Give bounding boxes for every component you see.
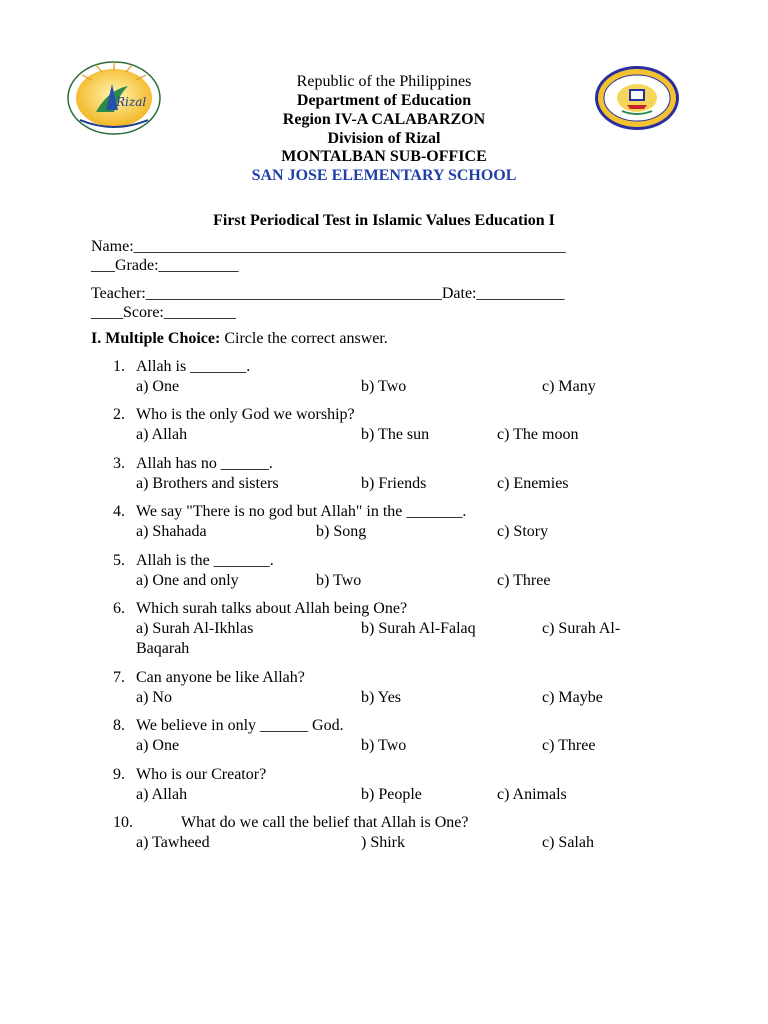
option-c-continued[interactable]: Baqarah xyxy=(136,640,190,657)
question-text: Allah is _______. xyxy=(136,358,251,375)
option-b[interactable]: b) Song xyxy=(316,523,367,540)
header-department: Department of Education xyxy=(296,92,472,109)
option-a[interactable]: a) Allah xyxy=(136,786,188,803)
instructions-text: Circle the correct answer. xyxy=(220,330,388,347)
option-a[interactable]: a) Brothers and sisters xyxy=(136,475,279,492)
option-b[interactable]: b) Two xyxy=(361,378,407,395)
option-b[interactable]: b) Two xyxy=(316,572,362,589)
option-a[interactable]: a) Allah xyxy=(136,426,188,443)
option-c[interactable]: c) Enemies xyxy=(497,475,569,492)
question-text: Can anyone be like Allah? xyxy=(136,669,305,686)
question-number: 5. xyxy=(113,552,125,569)
header-republic: Republic of the Philippines xyxy=(296,73,472,90)
question-text: Who is our Creator? xyxy=(136,766,267,783)
header-suboffice: MONTALBAN SUB-OFFICE xyxy=(281,148,487,165)
question-number: 2. xyxy=(113,406,125,423)
question-text: Which surah talks about Allah being One? xyxy=(136,600,408,617)
question-number: 1. xyxy=(113,358,125,375)
option-b[interactable]: ) Shirk xyxy=(361,834,405,851)
question-text: Allah is the _______. xyxy=(136,552,274,569)
option-a[interactable]: a) No xyxy=(136,689,172,706)
header-division: Division of Rizal xyxy=(327,130,441,147)
option-b[interactable]: b) People xyxy=(361,786,422,803)
question-number: 6. xyxy=(113,600,125,617)
option-c[interactable]: c) Many xyxy=(542,378,596,395)
option-b[interactable]: b) The sun xyxy=(361,426,430,443)
name-field: Name:______________________________________________________ xyxy=(91,238,566,255)
option-b[interactable]: b) Two xyxy=(361,737,407,754)
option-a[interactable]: a) One and only xyxy=(136,572,239,589)
question-number: 4. xyxy=(113,503,125,520)
option-c[interactable]: c) Three xyxy=(542,737,596,754)
option-a[interactable]: a) One xyxy=(136,378,180,395)
question-text: What do we call the belief that Allah is One? xyxy=(181,814,469,831)
option-a[interactable]: a) One xyxy=(136,737,180,754)
question-number: 8. xyxy=(113,717,125,734)
option-c[interactable]: c) Three xyxy=(497,572,551,589)
option-b[interactable]: b) Yes xyxy=(361,689,402,706)
option-a[interactable]: a) Surah Al-Ikhlas xyxy=(136,620,254,637)
option-b[interactable]: b) Friends xyxy=(361,475,427,492)
option-a[interactable]: a) Tawheed xyxy=(136,834,210,851)
option-c[interactable]: c) Story xyxy=(497,523,549,540)
teacher-date-field: Teacher:_____________________________________Date:___________ xyxy=(91,285,565,302)
question-number: 7. xyxy=(113,669,125,686)
question-number: 9. xyxy=(113,766,125,783)
test-title: First Periodical Test in Islamic Values Education I xyxy=(213,212,555,229)
option-c[interactable]: c) Salah xyxy=(542,834,594,851)
question-text: We say "There is no god but Allah" in the _______. xyxy=(136,503,467,520)
question-text: Who is the only God we worship? xyxy=(136,406,355,423)
option-c[interactable]: c) Maybe xyxy=(542,689,603,706)
question-text: We believe in only ______ God. xyxy=(136,717,344,734)
option-c[interactable]: c) Surah Al- xyxy=(542,620,621,637)
question-number: 10. xyxy=(113,814,133,831)
option-b[interactable]: b) Surah Al-Falaq xyxy=(361,620,476,637)
header-school-name: SAN JOSE ELEMENTARY SCHOOL xyxy=(251,167,517,184)
option-a[interactable]: a) Shahada xyxy=(136,523,207,540)
question-number: 3. xyxy=(113,455,125,472)
instructions-label: I. Multiple Choice: xyxy=(91,330,221,347)
header-region: Region IV-A CALABARZON xyxy=(282,111,486,128)
option-c[interactable]: c) Animals xyxy=(497,786,567,803)
score-field: ____Score:_________ xyxy=(91,304,236,321)
grade-field: ___Grade:__________ xyxy=(91,257,239,274)
option-c[interactable]: c) The moon xyxy=(497,426,579,443)
question-text: Allah has no ______. xyxy=(136,455,273,472)
instructions xyxy=(91,330,388,348)
svg-text:Rizal: Rizal xyxy=(116,95,147,109)
